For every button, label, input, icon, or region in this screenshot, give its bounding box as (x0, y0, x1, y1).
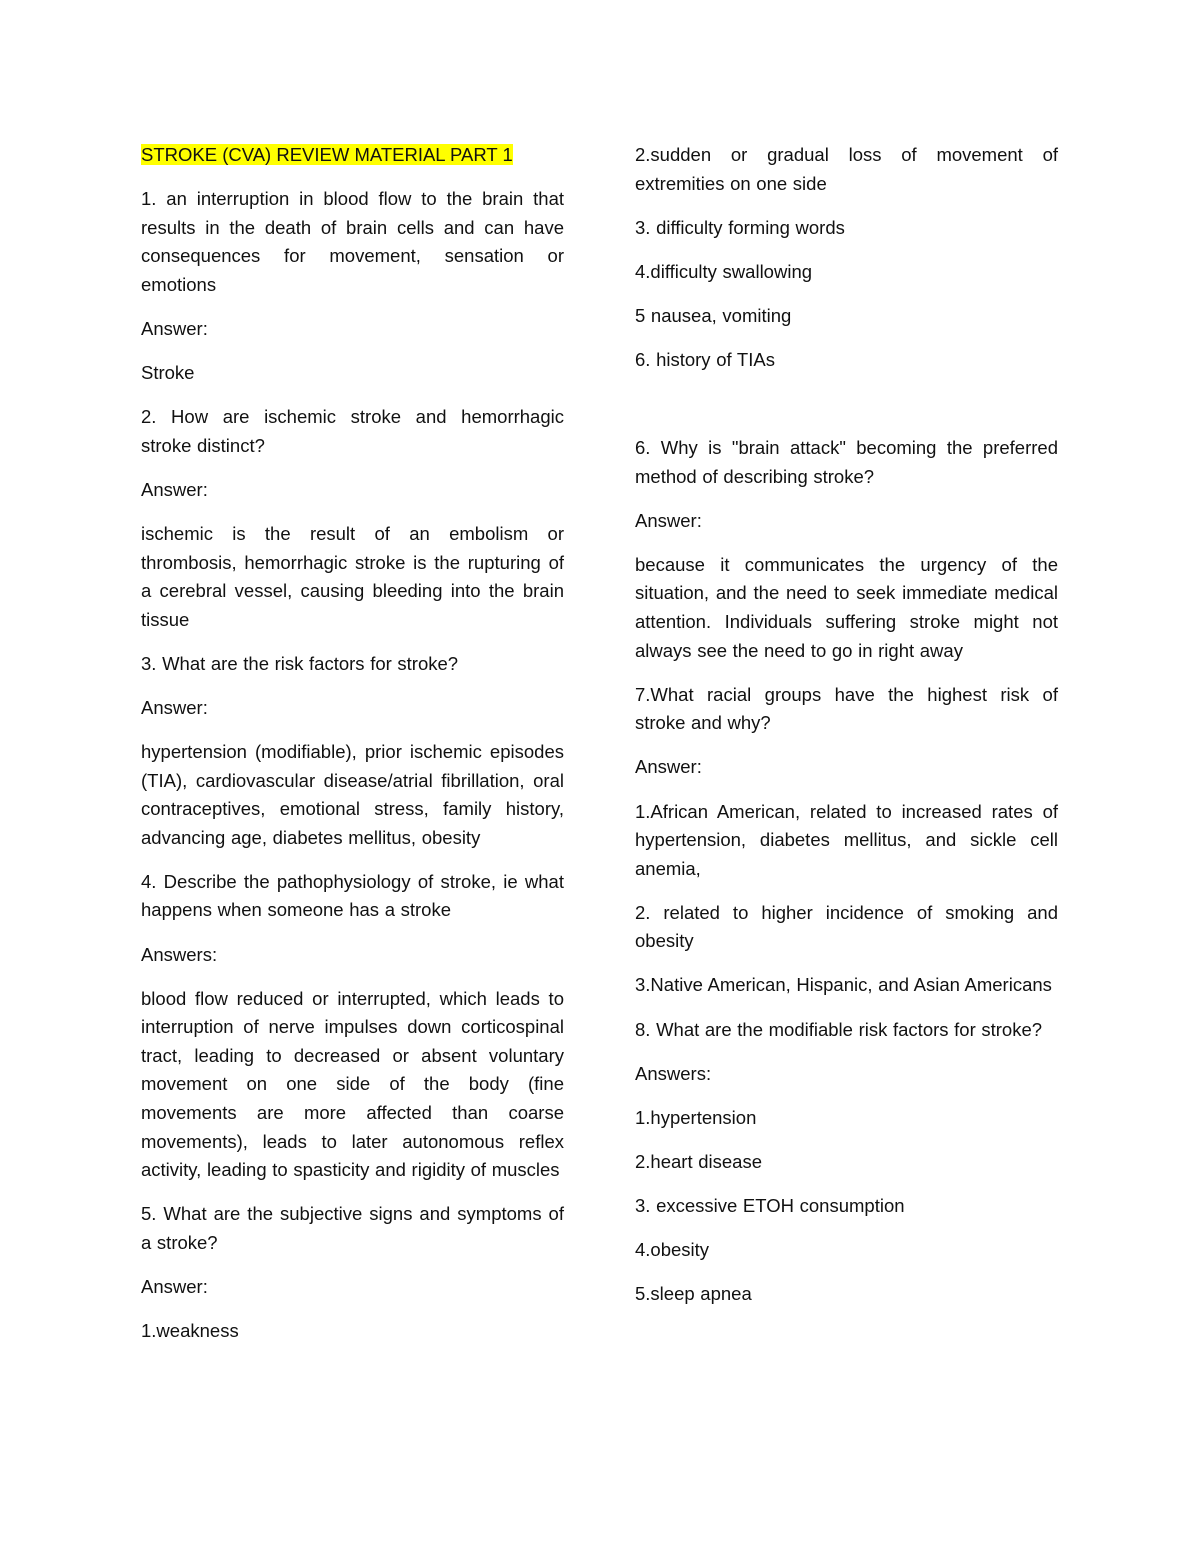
answer-7-item: 1.African American, related to increased rates of hypertension, diabetes mellitus, and sickle cell anemia, (635, 800, 1058, 879)
question-5: 5. What are the subjective signs and symptoms of a stroke? (141, 1203, 564, 1253)
answer-7-item: 2. related to higher incidence of smoking and obesity (635, 901, 1058, 952)
answer-5-item: 4.difficulty swallowing (635, 260, 813, 282)
answer-8-item: 4.obesity (635, 1239, 710, 1261)
left-column (141, 141, 564, 1361)
answer-label: Answer: (141, 317, 208, 339)
answer-3: hypertension (modifiable), prior ischemic episodes (TIA), cardiovascular disease/atrial fibrillation, oral contraceptives, emotional stress, family history, advancing age, diabetes mellitus, obesity (141, 741, 564, 848)
answer-5-item: 3. difficulty forming words (635, 216, 845, 238)
answer-label: Answer: (141, 1276, 208, 1297)
answer-label: Answer: (141, 696, 208, 718)
answer-2: ischemic is the result of an embolism or thrombosis, hemorrhagic stroke is the rupturing of a cerebral vessel, causing bleeding into the brain tissue (141, 522, 564, 630)
answer-1: Stroke (141, 362, 195, 384)
answer-8-item: 2.heart disease (635, 1150, 763, 1172)
answer-label: Answer: (141, 478, 208, 500)
answer-label: Answers: (141, 943, 218, 965)
answer-8-item: 5.sleep apnea (635, 1283, 752, 1305)
answer-7-item: 3.Native American, Hispanic, and Asian Americans (635, 974, 1052, 996)
answer-label: Answer: (635, 756, 702, 778)
answer-6: because it communicates the urgency of the situation, and the need to seek immediate medical attention. Individuals suffering stroke might not always see the need to go in right away (635, 553, 1058, 661)
question-3: 3. What are the risk factors for stroke? (141, 652, 459, 674)
question-1: 1. an interruption in blood flow to the brain that results in the death of brain cells and can have consequences for movement, sensation or emotions (141, 188, 564, 295)
answer-5-item: 6. history of TIAs (635, 348, 775, 370)
answer-label: Answers: (635, 1062, 712, 1084)
document-title (141, 141, 564, 170)
answer-5-item: 5 nausea, vomiting (635, 304, 792, 326)
blank-spacer (635, 390, 1058, 434)
answer-5-item: 2.sudden or gradual loss of movement of extremities on one side (635, 144, 1058, 194)
answer-8-item: 3. excessive ETOH consumption (635, 1194, 905, 1216)
right-column (635, 141, 1058, 1324)
question-6: 6. Why is "brain attack" becoming the preferred method of describing stroke? (635, 437, 1058, 487)
title-highlight: STROKE (CVA) REVIEW MATERIAL PART 1 (141, 144, 513, 165)
question-7: 7.What racial groups have the highest risk of stroke and why? (635, 683, 1058, 734)
answer-label: Answer: (635, 509, 702, 531)
question-2: 2. How are ischemic stroke and hemorrhagic stroke distinct? (141, 406, 564, 456)
question-8: 8. What are the modifiable risk factors for stroke? (635, 1018, 1043, 1040)
answer-8-item: 1.hypertension (635, 1106, 757, 1128)
answer-4: blood flow reduced or interrupted, which leads to interruption of nerve impulses down corticospinal tract, leading to decreased or absent voluntary movement on one side of the body (fine movements are more affected than coarse movements), leads to later autonomous reflex activity, leading to spasticity and rigidity of muscles (141, 987, 564, 1181)
answer-5-item: 1.weakness (141, 1320, 239, 1342)
question-4: 4. Describe the pathophysiology of stroke, ie what happens when someone has a stroke (141, 870, 564, 921)
